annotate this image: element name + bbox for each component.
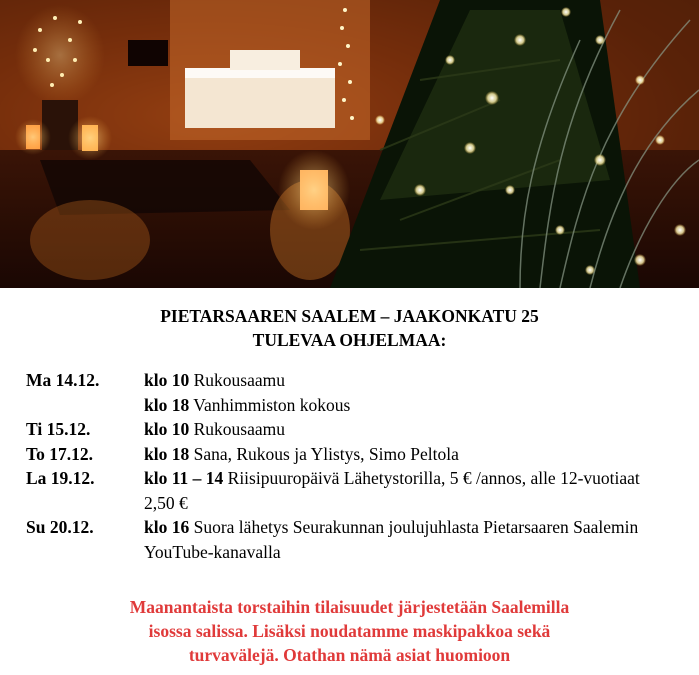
heading-title: PIETARSAAREN SAALEM – JAAKONKATU 25 (160, 306, 539, 326)
page-heading (0, 304, 699, 352)
schedule-list (26, 368, 699, 564)
schedule-time: klo 18 (144, 443, 190, 464)
notice-line: isossa salissa. Lisäksi noudatamme maskipakkoa sekä (148, 621, 551, 641)
schedule-time: klo 18 (144, 394, 190, 415)
schedule-row (26, 515, 699, 564)
schedule-entry (144, 417, 674, 442)
christmas-tree-chapel-photo (0, 0, 699, 288)
schedule-description: Riisipuuropäivä Lähetystorilla, 5 € /annos, alle 12-vuotiaat 2,50 € (144, 468, 640, 513)
schedule-row (26, 393, 699, 418)
schedule-row (26, 442, 699, 467)
schedule-row (26, 368, 699, 393)
covid-notice (0, 595, 699, 667)
schedule-row (26, 466, 699, 515)
heading-subtitle: TULEVAA OHJELMAA: (252, 330, 447, 350)
schedule-time: klo 16 (144, 517, 190, 537)
schedule-description: Vanhimmiston kokous (193, 394, 351, 415)
notice-line: Maanantaista torstaihin tilaisuudet järjestetään Saalemilla (129, 597, 570, 617)
schedule-description: Sana, Rukous ja Ylistys, Simo Peltola (193, 443, 459, 464)
schedule-day: Ma 14.12. (26, 370, 100, 390)
schedule-time: klo 10 (144, 419, 190, 439)
schedule-day: To 17.12. (26, 443, 93, 464)
notice-line: turvavälejä. Otathan nämä asiat huomioon (188, 645, 511, 665)
schedule-entry (144, 368, 674, 393)
schedule-description: Rukousaamu (193, 419, 285, 439)
schedule-day: La 19.12. (26, 468, 95, 488)
schedule-description: Rukousaamu (193, 370, 285, 390)
schedule-time: klo 10 (144, 370, 190, 390)
schedule-description: Suora lähetys Seurakunnan joulujuhlasta Pietarsaaren Saalemin YouTube-kanavalla (144, 517, 639, 562)
schedule-time: klo 11 – 14 (144, 468, 224, 488)
schedule-row (26, 417, 699, 442)
schedule-day: Su 20.12. (26, 517, 94, 537)
schedule-entry (144, 466, 674, 515)
schedule-entry (144, 393, 674, 418)
schedule-entry (144, 515, 674, 564)
schedule-entry (144, 442, 674, 467)
christmas-chapel-photo (0, 0, 699, 288)
schedule-day: Ti 15.12. (26, 419, 91, 439)
schedule-day (26, 393, 144, 418)
